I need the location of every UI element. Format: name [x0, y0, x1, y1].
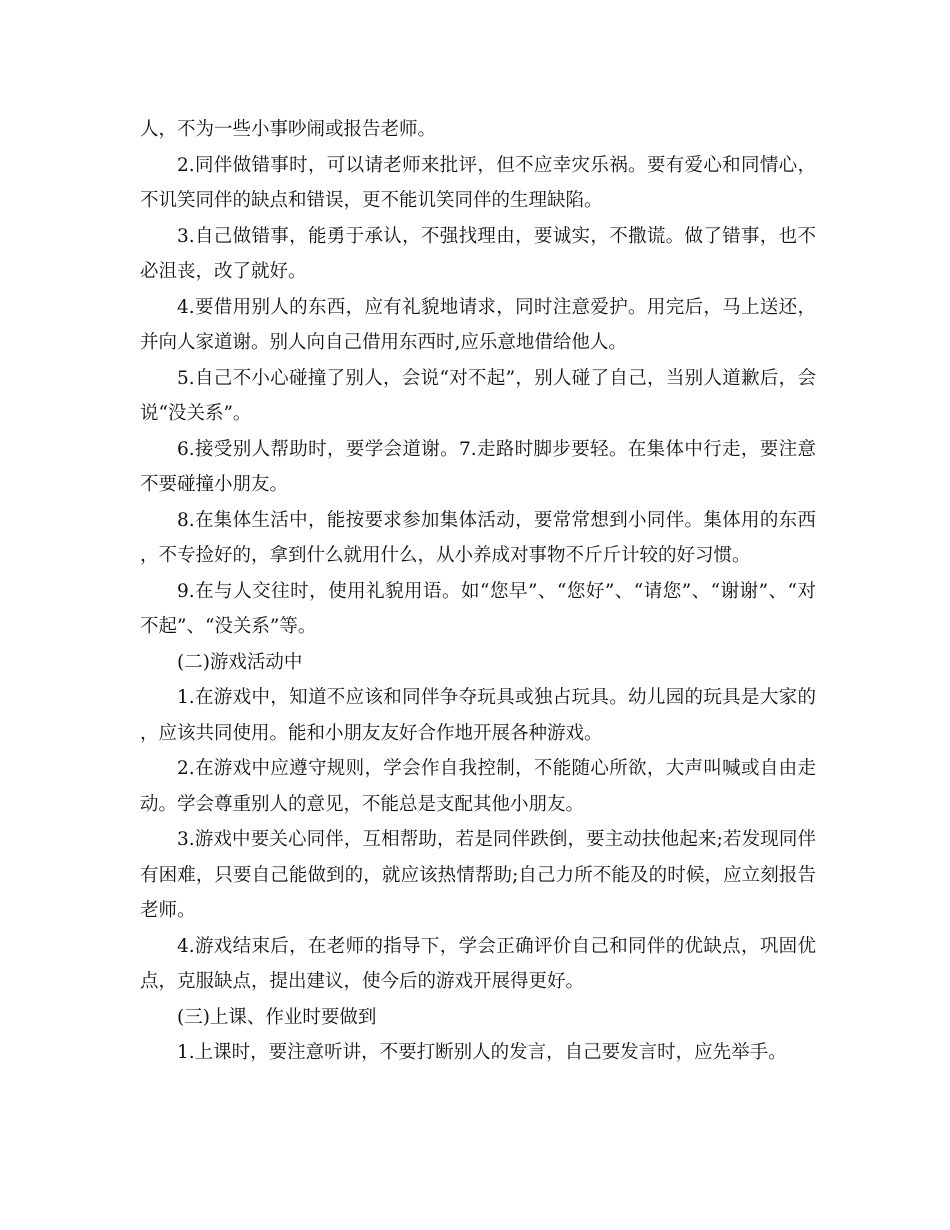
paragraph-item-6-7: 6.接受别人帮助时，要学会道谢。7.走路时脚步要轻。在集体中行走，要注意不要碰撞小朋友。: [140, 438, 816, 495]
paragraph-item-5: 5.自己不小心碰撞了别人，会说“对不起”，别人碰了自己，当别人道歉后，会说“没关系”。: [140, 367, 816, 424]
section-heading-class: (三)上课、作业时要做到: [177, 1006, 377, 1028]
paragraph-item-4: 4.要借用别人的东西，应有礼貌地请求，同时注意爱护。用完后，马上送还，并向人家道谢。别人向自己借用东西时,应乐意地借给他人。: [140, 296, 816, 353]
paragraph-item-9: 9.在与人交往时，使用礼貌用语。如“您早”、“您好”、“请您”、“谢谢”、“对不起”、“没关系”等。: [140, 580, 816, 637]
paragraph-item-8: 8.在集体生活中，能按要求参加集体活动，要常常想到小同伴。集体用的东西，不专捡好的，拿到什么就用什么，从小养成对事物不斤斤计较的好习惯。: [140, 509, 816, 566]
paragraph-games-4: 4.游戏结束后，在老师的指导下，学会正确评价自己和同伴的优缺点，巩固优点，克服缺点，提出建议，使今后的游戏开展得更好。: [140, 935, 816, 992]
paragraph-continuation: 人，不为一些小事吵闹或报告老师。: [140, 119, 437, 140]
document-body: [140, 112, 816, 1071]
section-heading-games: (二)游戏活动中: [177, 651, 303, 673]
paragraph-games-1: 1.在游戏中，知道不应该和同伴争夺玩具或独占玩具。幼儿园的玩具是大家的，应该共同使用。能和小朋友友好合作地开展各种游戏。: [140, 687, 816, 744]
paragraph-class-1: 1.上课时，要注意听讲，不要打断别人的发言，自己要发言时，应先举手。: [177, 1042, 787, 1063]
paragraph-games-3: 3.游戏中要关心同伴，互相帮助，若是同伴跌倒，要主动扶他起来;若发现同伴有困难，只要自己能做到的，就应该热情帮助;自己力所不能及的时候，应立刻报告老师。: [140, 829, 816, 921]
paragraph-games-2: 2.在游戏中应遵守规则，学会作自我控制，不能随心所欲，大声叫喊或自由走动。学会尊重别人的意见，不能总是支配其他小朋友。: [140, 758, 816, 815]
paragraph-item-2: 2.同伴做错事时，可以请老师来批评，但不应幸灾乐祸。要有爱心和同情心，不讥笑同伴的缺点和错误，更不能讥笑同伴的生理缺陷。: [140, 154, 816, 211]
paragraph-item-3: 3.自己做错事，能勇于承认，不强找理由，要诚实，不撒谎。做了错事，也不必沮丧，改了就好。: [140, 225, 816, 282]
